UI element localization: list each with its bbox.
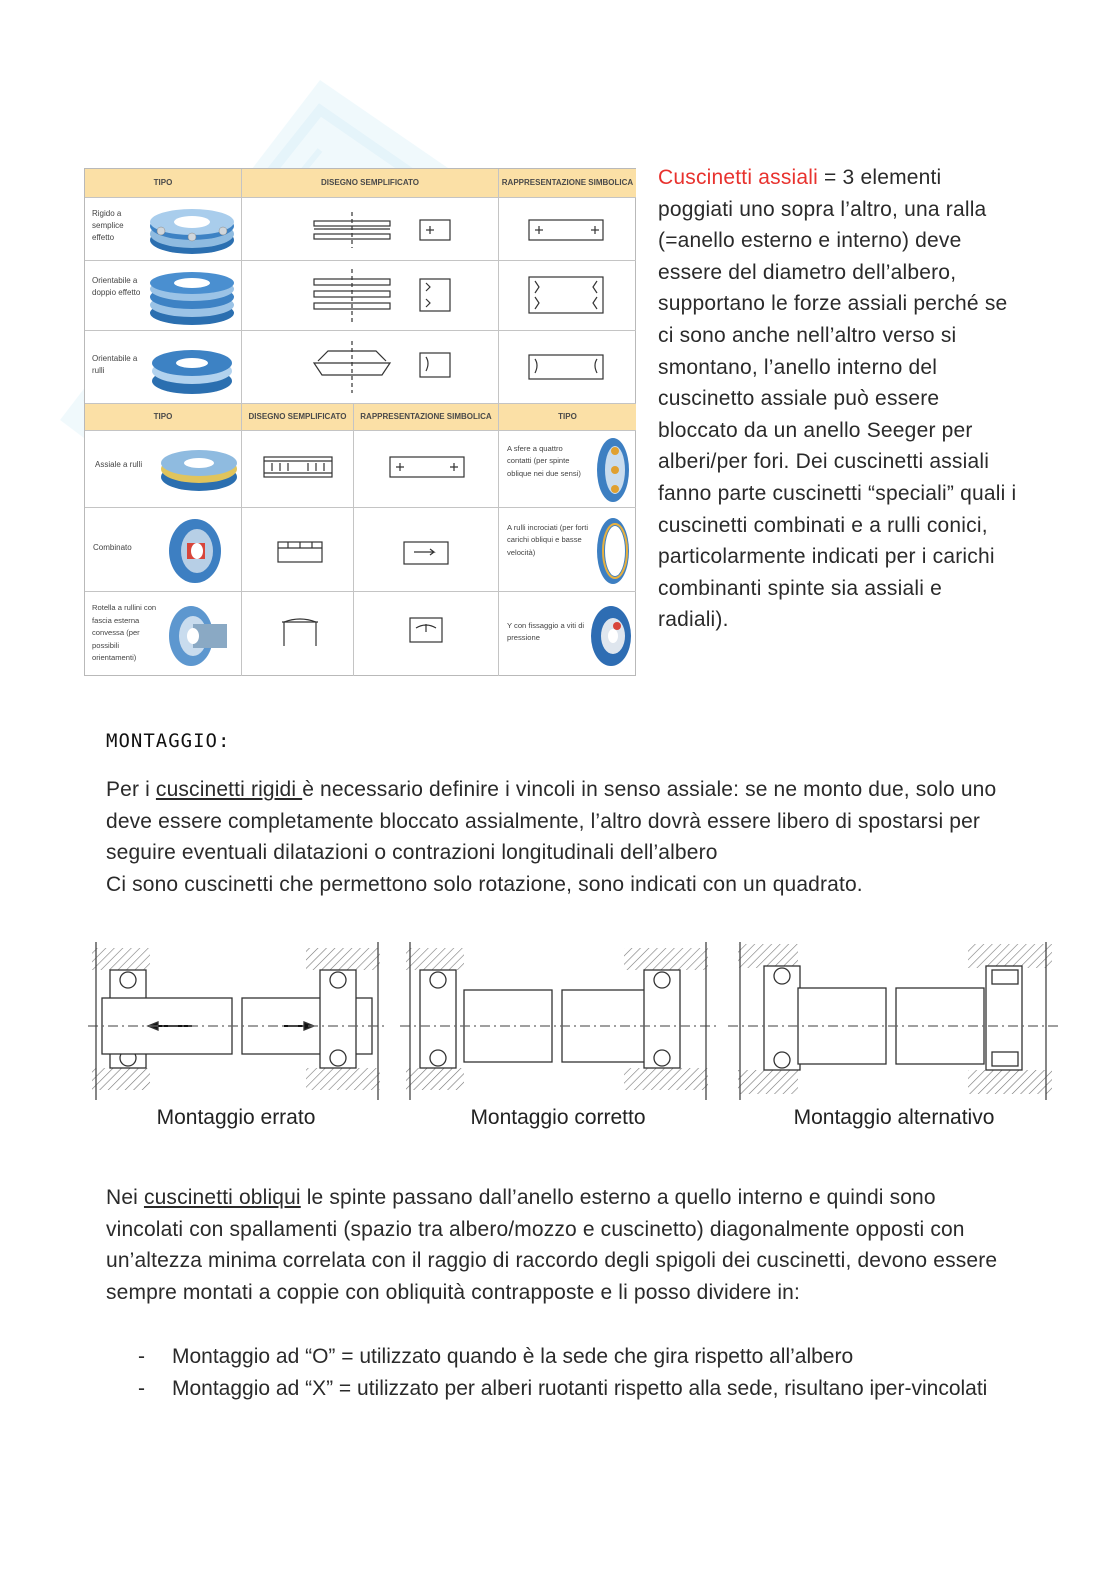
header-tipo-3: TIPO xyxy=(499,404,636,431)
header-rappresentazione: RAPPRESENTAZIONE SIMBOLICA xyxy=(499,169,636,198)
row-label: Orientabile a rulli xyxy=(92,354,138,375)
axial-roller-photo xyxy=(155,443,239,497)
row-label: A sfere a quattro contatti (per spinte oblique nei due sensi) xyxy=(507,444,581,478)
header-tipo: TIPO xyxy=(85,169,242,198)
list-dash: - xyxy=(138,1345,145,1368)
row-label: Rigido a semplice effetto xyxy=(92,209,124,242)
drawing-rulli xyxy=(242,331,499,404)
text-segment: Nei xyxy=(106,1186,144,1209)
four-point-ball-photo xyxy=(591,435,633,505)
row-label: A rulli incrociati (per forti carichi obliqui e basse velocità) xyxy=(507,523,589,557)
diagram-montaggio-corretto xyxy=(400,942,716,1100)
row-label: Y con fissaggio a viti di pressione xyxy=(507,621,585,643)
row-orientabile-rulli xyxy=(85,331,242,404)
mounting-diagram xyxy=(88,940,1060,1140)
row-y-fissaggio xyxy=(499,592,636,676)
crossed-roller-photo xyxy=(591,514,633,588)
symbol-combinato xyxy=(354,508,499,592)
cam-roller-photo xyxy=(163,600,233,670)
caption-montaggio-errato: Montaggio errato xyxy=(156,1106,316,1129)
text-segment: Per i xyxy=(106,778,156,801)
combined-bearing-photo xyxy=(165,516,225,586)
text-segment: è necessario definire i vincoli in senso assiale: se ne monto due, solo uno deve essere completamente bloccato assialmente, l’altro dovrà essere libero di spostarsi per seguire eventuali dilatazioni o contrazioni longitudinali dell’albero xyxy=(106,778,997,865)
row-orientabile-doppio xyxy=(85,261,242,331)
header-rappresentazione-2: RAPPRESENTAZIONE SIMBOLICA xyxy=(354,404,499,431)
row-rotella-rullini xyxy=(85,592,242,676)
bearing-types-table xyxy=(84,168,636,676)
section-heading-montaggio: MONTAGGIO: xyxy=(106,730,231,752)
symbol-rulli xyxy=(499,331,636,404)
roller-thrust-photo xyxy=(147,341,237,397)
list-item-text: Montaggio ad “O” = utilizzato quando è la sede che gira rispetto all’albero xyxy=(172,1345,854,1368)
thrust-bearing-double-photo xyxy=(147,267,237,327)
mounting-types-list xyxy=(138,1341,1008,1404)
axial-bearings-term: Cuscinetti assiali xyxy=(658,166,818,189)
header-disegno: DISEGNO SEMPLIFICATO xyxy=(242,169,499,198)
axial-bearings-text: = 3 elementi poggiati uno sopra l’altro, una ralla (=anello esterno e interno) deve essere del diametro dell’albero, supportano le forze assiali perché se ci sono anche nell’altro verso si smontano, l’anello interno del cuscinetto assiale può essere bloccato da un anello Seeger per alberi/per fori. Dei cuscinetti assiali fanno parte cuscinetti “speciali” quali i cuscinetti combinati e a rulli conici, particolarmente indicati per i carichi combinanti spinte sia assiali e radiali). xyxy=(658,166,1017,632)
row-combinato xyxy=(85,508,242,592)
row-sfere-quattro-contatti xyxy=(499,431,636,508)
symbol-assiale-rulli xyxy=(354,431,499,508)
row-label: Assiale a rulli xyxy=(95,460,143,469)
row-assiale-rulli xyxy=(85,431,242,508)
row-label: Orientabile a doppio effetto xyxy=(92,276,141,297)
row-rigido xyxy=(85,198,242,261)
drawing-assiale-rulli xyxy=(242,431,354,508)
diagram-montaggio-alternativo xyxy=(728,942,1060,1100)
list-item-text: Montaggio ad “X” = utilizzato per alberi ruotanti rispetto alla sede, risultano iper-vincolati xyxy=(172,1376,988,1400)
term-cuscinetti-obliqui: cuscinetti obliqui xyxy=(143,1186,301,1209)
list-dash: - xyxy=(138,1376,145,1400)
drawing-combinato xyxy=(242,508,354,592)
thrust-bearing-photo xyxy=(147,204,237,256)
symbol-rigido xyxy=(499,198,636,261)
list-item xyxy=(138,1341,1008,1373)
symbol-orientabile xyxy=(499,261,636,331)
drawing-rigido xyxy=(242,198,499,261)
diagram-montaggio-errato xyxy=(88,942,388,1100)
list-item xyxy=(138,1373,1008,1405)
text-segment: le spinte passano dall’anello esterno a quello interno e quindi sono vincolati con spallamenti (spazio tra albero/mozzo e cuscinetto) diagonalmente opposti con un’altezza minima correlata con il raggio di raccordo degli spigoli dei cuscinetti, devono essere sempre montati a coppie con obliquità contrapposte e li posso dividere in: xyxy=(106,1186,998,1304)
drawing-orientabile xyxy=(242,261,499,331)
row-label: Combinato xyxy=(93,543,132,552)
axial-bearings-description xyxy=(658,162,1018,636)
paragraph-cuscinetti-rigidi xyxy=(106,774,1006,900)
row-label: Rotella a rullini con fascia esterna convessa (per possibili orientamenti) xyxy=(92,603,157,663)
y-bearing-photo xyxy=(587,600,635,670)
header-disegno-2: DISEGNO SEMPLIFICATO xyxy=(242,404,354,431)
caption-montaggio-alternativo: Montaggio alternativo xyxy=(793,1106,995,1129)
row-rulli-incrociati xyxy=(499,508,636,592)
symbol-rotella xyxy=(354,592,499,676)
paragraph-quadrato: Ci sono cuscinetti che permettono solo rotazione, sono indicati con un quadrato. xyxy=(106,872,863,896)
term-cuscinetti-rigidi: cuscinetti rigidi xyxy=(155,778,303,801)
caption-montaggio-corretto: Montaggio corretto xyxy=(470,1106,646,1129)
paragraph-cuscinetti-obliqui xyxy=(106,1182,1006,1308)
header-tipo-2: TIPO xyxy=(85,404,242,431)
drawing-rotella xyxy=(242,592,354,676)
